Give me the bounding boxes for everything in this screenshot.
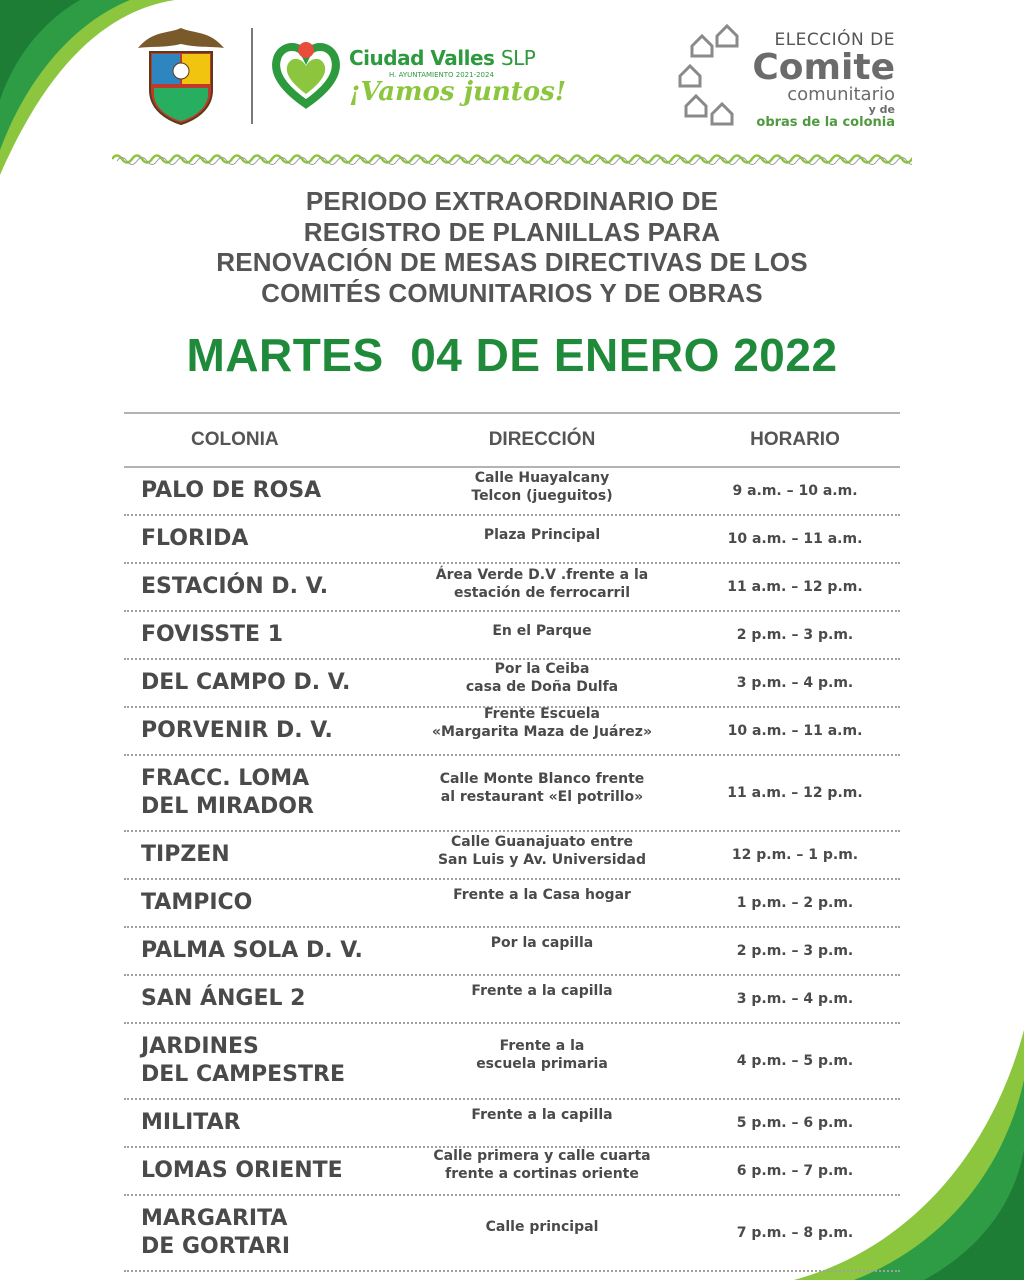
colonia-cell <box>124 477 394 505</box>
city-name: Ciudad Valles <box>349 46 495 70</box>
horario-cell: 2 p.m. – 3 p.m. <box>736 943 854 959</box>
colonia-name: DEL CAMPO D. V. <box>141 670 351 695</box>
direccion-text: frente a cortinas oriente <box>445 1166 639 1182</box>
table-row <box>124 1024 900 1100</box>
direccion-cell <box>394 770 690 806</box>
direccion-text: Frente Escuela <box>484 706 600 722</box>
colonia-cell <box>124 1157 394 1185</box>
direccion-text: Calle principal <box>485 1219 599 1235</box>
table-body <box>124 468 900 1272</box>
horario-cell: 7 p.m. – 8 p.m. <box>736 1225 854 1241</box>
slogan: ¡Vamos juntos! <box>349 77 567 107</box>
colonia-name: SAN ÁNGEL 2 <box>141 986 306 1011</box>
colonia-name: JARDINES <box>141 1034 259 1059</box>
decorative-wave-divider <box>112 150 912 168</box>
direccion-cell <box>394 833 690 869</box>
colonia-cell <box>124 937 394 965</box>
header-horario: HORARIO <box>750 429 840 450</box>
horario-cell: 10 a.m. – 11 a.m. <box>727 723 863 739</box>
direccion-cell <box>394 566 690 602</box>
colonia-name: MILITAR <box>141 1110 241 1135</box>
horario-cell: 5 p.m. – 6 p.m. <box>736 1115 854 1131</box>
header-direccion: DIRECCIÓN <box>488 429 596 450</box>
direccion-text: Por la Ceiba <box>494 661 590 677</box>
colonia-name: FRACC. LOMA <box>141 766 310 791</box>
event-date: MARTES 04 DE ENERO 2022 <box>186 329 838 381</box>
colonia-name: PALO DE ROSA <box>141 478 322 503</box>
colonia-cell <box>124 841 394 869</box>
table-row <box>124 976 900 1024</box>
direccion-cell <box>394 660 690 696</box>
horario-cell: 6 p.m. – 7 p.m. <box>736 1163 854 1179</box>
direccion-cell <box>394 1037 690 1073</box>
table-row <box>124 832 900 880</box>
horario-cell: 10 a.m. – 11 a.m. <box>727 531 863 547</box>
colonia-cell <box>124 1033 394 1089</box>
direccion-text: San Luis y Av. Universidad <box>437 852 647 868</box>
colonia-name: PALMA SOLA D. V. <box>141 938 363 963</box>
direccion-cell <box>394 1147 690 1183</box>
table-row <box>124 708 900 756</box>
comite-eleccion: ELECCIÓN DE <box>774 30 895 50</box>
comite-title-block <box>690 30 895 134</box>
colonia-name: TAMPICO <box>141 890 253 915</box>
direccion-cell <box>394 982 690 1000</box>
horario-cell: 11 a.m. – 12 p.m. <box>727 579 863 595</box>
direccion-text: estación de ferrocarril <box>453 585 631 601</box>
colonia-cell <box>124 573 394 601</box>
direccion-text: escuela primaria <box>476 1056 608 1072</box>
horario-cell: 3 p.m. – 4 p.m. <box>736 991 854 1007</box>
colonia-name: PORVENIR D. V. <box>141 718 333 743</box>
horario-cell: 12 p.m. – 1 p.m. <box>731 847 859 863</box>
page-title <box>112 186 912 308</box>
comite-y-de: y de <box>868 103 895 116</box>
table-header <box>124 412 900 468</box>
table-row <box>124 1196 900 1272</box>
table-row <box>124 468 900 516</box>
colonia-name: MARGARITA <box>141 1206 288 1231</box>
table-row <box>124 612 900 660</box>
direccion-text: «Margarita Maza de Juárez» <box>432 724 652 740</box>
colonia-name: FLORIDA <box>141 526 249 551</box>
comite-obras: obras de la colonia <box>756 115 895 130</box>
colonia-name: DEL MIRADOR <box>141 794 314 819</box>
direccion-text: Frente a la capilla <box>471 983 613 999</box>
colonia-cell <box>124 765 394 821</box>
city-suffix: SLP <box>500 46 536 70</box>
direccion-cell <box>394 705 690 741</box>
direccion-text: al restaurant «El potrillo» <box>440 789 644 805</box>
direccion-cell <box>394 1106 690 1124</box>
direccion-text: Frente a la <box>499 1038 585 1054</box>
direccion-text: Calle Guanajuato entre <box>451 834 633 850</box>
table-row <box>124 516 900 564</box>
horario-cell: 3 p.m. – 4 p.m. <box>736 675 854 691</box>
table-row <box>124 1100 900 1148</box>
ciudad-valles-heart-logo <box>270 34 342 110</box>
table-row <box>124 880 900 928</box>
colonia-cell <box>124 717 394 745</box>
direccion-text: Calle Huayalcany <box>474 470 610 486</box>
table-row <box>124 756 900 832</box>
direccion-text: casa de Doña Dulfa <box>465 679 619 695</box>
colonia-cell <box>124 889 394 917</box>
table-row <box>124 564 900 612</box>
direccion-text: Área Verde D.V .frente a la <box>435 567 649 583</box>
title-line-1: PERIODO EXTRAORDINARIO DE <box>305 186 719 216</box>
direccion-text: Calle Monte Blanco frente <box>439 771 645 787</box>
ayuntamiento-label: H. AYUNTAMIENTO 2021-2024 <box>389 71 494 79</box>
colonia-cell <box>124 1109 394 1137</box>
table-row <box>124 1148 900 1196</box>
colonia-name: TIPZEN <box>141 842 230 867</box>
ciudad-valles-text <box>349 46 566 107</box>
title-line-4: COMITÉS COMUNITARIOS Y DE OBRAS <box>261 277 763 308</box>
title-line-2: REGISTRO DE PLANILLAS PARA <box>303 216 721 247</box>
table-row <box>124 660 900 708</box>
direccion-cell <box>394 886 690 904</box>
colonia-name: FOVISSTE 1 <box>141 622 284 647</box>
schedule-table <box>124 412 900 1272</box>
direccion-text: En el Parque <box>492 623 592 639</box>
direccion-text: Telcon (jueguitos) <box>471 488 613 504</box>
direccion-text: Frente a la capilla <box>471 1107 613 1123</box>
colonia-name: LOMAS ORIENTE <box>141 1158 343 1183</box>
horario-cell: 1 p.m. – 2 p.m. <box>736 895 854 911</box>
direccion-cell <box>394 1218 690 1236</box>
table-row <box>124 928 900 976</box>
title-line-3: RENOVACIÓN DE MESAS DIRECTIVAS DE LOS <box>216 247 808 277</box>
colonia-cell <box>124 621 394 649</box>
horario-cell: 11 a.m. – 12 p.m. <box>727 785 863 801</box>
colonia-cell <box>124 525 394 553</box>
colonia-name: DEL CAMPESTRE <box>141 1062 346 1087</box>
colonia-cell <box>124 985 394 1013</box>
direccion-cell <box>394 934 690 952</box>
logo-divider <box>251 28 253 124</box>
colonia-cell <box>124 669 394 697</box>
direccion-text: Calle primera y calle cuarta <box>433 1148 651 1164</box>
colonia-name: ESTACIÓN D. V. <box>141 574 329 599</box>
colonia-name: DE GORTARI <box>141 1234 291 1259</box>
direccion-cell <box>394 526 690 544</box>
colonia-cell <box>124 1205 394 1261</box>
comite-comunitario: comunitario <box>787 84 895 105</box>
horario-cell: 2 p.m. – 3 p.m. <box>736 627 854 643</box>
direccion-cell <box>394 622 690 640</box>
coat-of-arms-logo <box>128 26 234 126</box>
direccion-cell <box>394 469 690 505</box>
comite-word: Comite <box>752 47 895 88</box>
header-colonia: COLONIA <box>191 429 279 450</box>
header <box>0 0 1024 150</box>
direccion-text: Frente a la Casa hogar <box>453 887 631 903</box>
direccion-text: Plaza Principal <box>483 527 601 543</box>
horario-cell: 4 p.m. – 5 p.m. <box>736 1053 854 1069</box>
direccion-text: Por la capilla <box>490 935 594 951</box>
horario-cell: 9 a.m. – 10 a.m. <box>732 483 858 499</box>
